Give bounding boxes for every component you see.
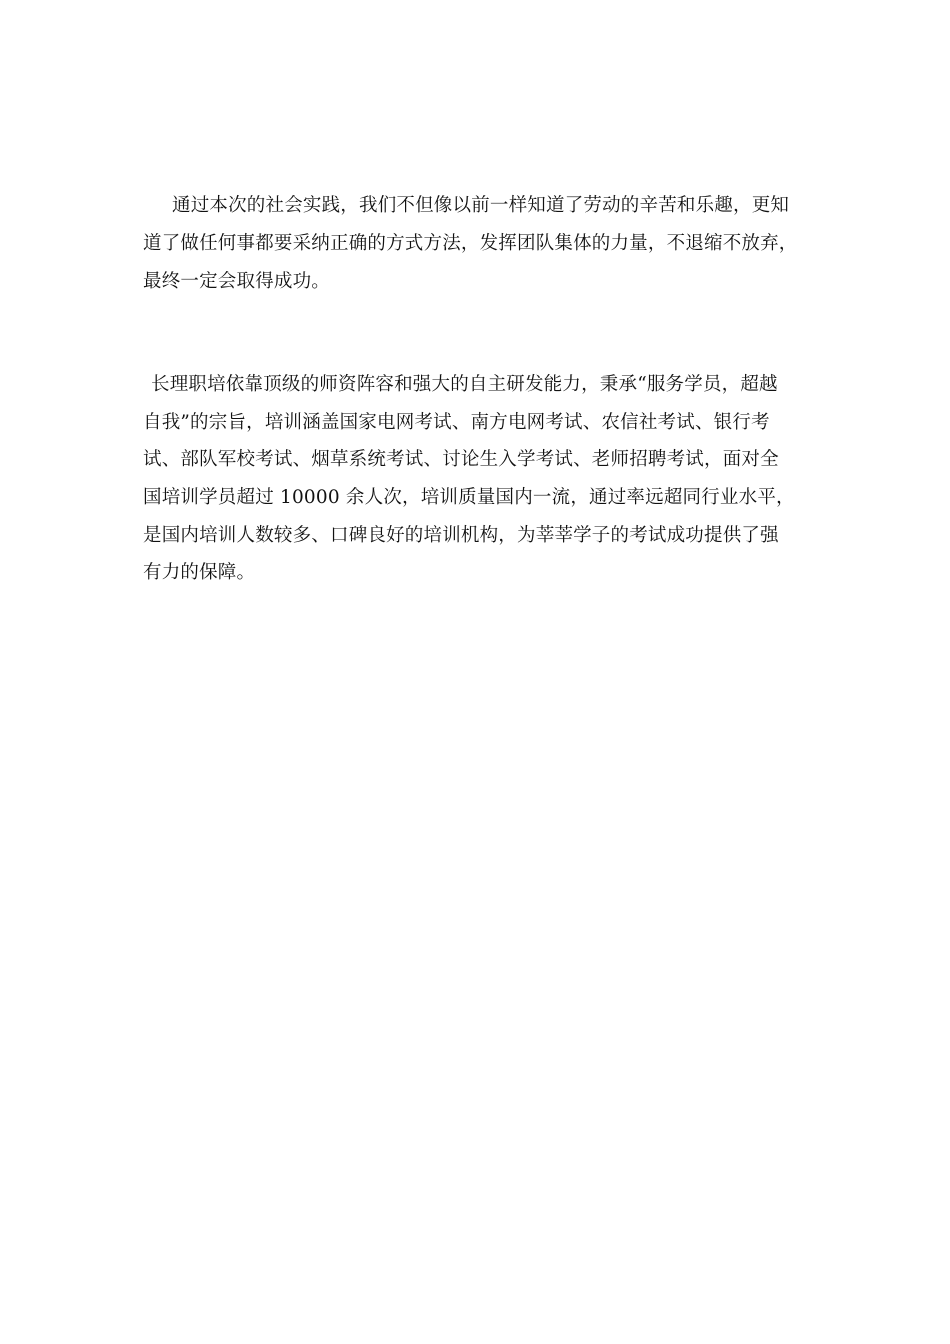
- paragraph-line: 道了做任何事都要采纳正确的方式方法，发挥团队集体的力量，不退缩不放弃，: [143, 233, 798, 254]
- paragraph-line: 试、部队军校考试、烟草系统考试、讨论生入学考试、老师招聘考试，面对全: [143, 449, 779, 470]
- paragraph-line: 最终一定会取得成功。: [143, 271, 331, 292]
- paragraph-line: 有力的保障。: [143, 562, 256, 583]
- paragraph-line: 是国内培训人数较多、口碑良好的培训机构，为莘莘学子的考试成功提供了强: [143, 525, 779, 546]
- paragraph-line: 自我”的宗旨，培训涵盖国家电网考试、南方电网考试、农信社考试、银行考: [143, 412, 770, 433]
- paragraph-line: 通过本次的社会实践，我们不但像以前一样知道了劳动的辛苦和乐趣，更知: [172, 195, 790, 216]
- paragraph-line: 长理职培依靠顶级的师资阵容和强大的自主研发能力，秉承“服务学员，超越: [151, 374, 778, 395]
- paragraph-line: 国培训学员超过 10000 余人次，培训质量国内一流，通过率远超同行业水平，: [143, 487, 795, 508]
